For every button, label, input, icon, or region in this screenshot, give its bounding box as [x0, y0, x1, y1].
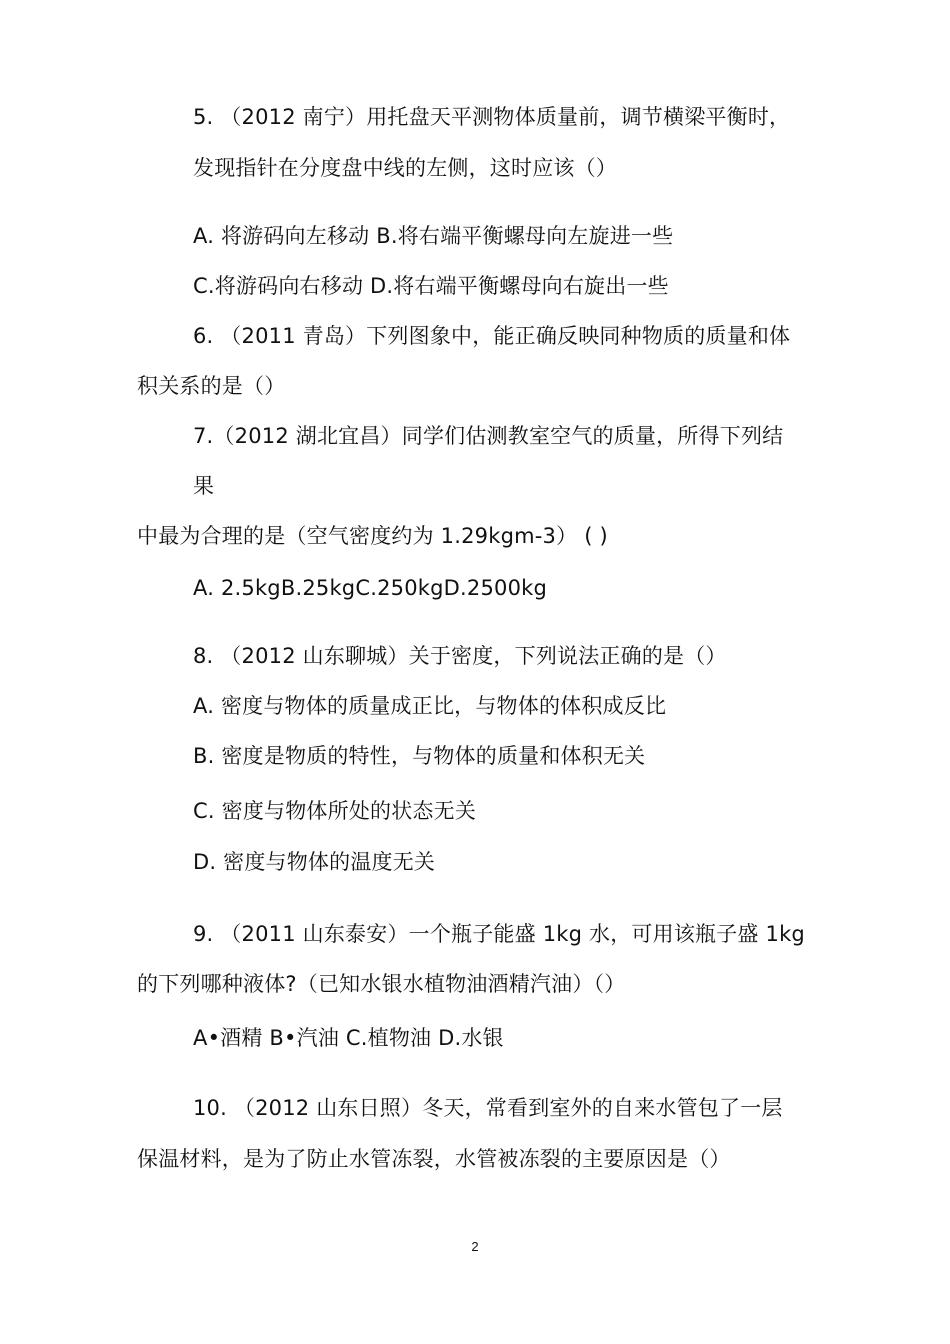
question-6-line-2: 积关系的是（）: [137, 374, 286, 398]
question-8-line-1: 8. （2012 山东聊城）关于密度，下列说法正确的是（）: [193, 644, 727, 668]
question-5-option-ab: A. 将游码向左移动 B.将右端平衡螺母向左旋进一些: [193, 224, 674, 248]
question-9-options: A•酒精 B•汽油 C.植物油 D.水银: [193, 1026, 504, 1050]
question-7-options: A. 2.5kgB.25kgC.250kgD.2500kg: [193, 576, 548, 600]
question-5-line-2: 发现指针在分度盘中线的左侧，这时应该（）: [193, 156, 617, 180]
question-9-line-2: 的下列哪种液体?（已知水银水植物油酒精汽油）（）: [137, 972, 626, 996]
question-6-line-1: 6. （2011 青岛）下列图象中，能正确反映同种物质的质量和体: [193, 324, 791, 348]
question-8-option-d: D. 密度与物体的温度无关: [193, 850, 436, 874]
question-8-option-b: B. 密度是物质的特性，与物体的质量和体积无关: [193, 744, 646, 768]
page-number: 2: [471, 1239, 479, 1254]
question-5-option-cd: C.将游码向右移动 D.将右端平衡螺母向右旋出一些: [193, 274, 669, 298]
question-10-line-1: 10. （2012 山东日照）冬天，常看到室外的自来水管包了一层: [193, 1096, 783, 1120]
question-5-line-1: 5. （2012 南宁）用托盘天平测物体质量前，调节横梁平衡时，: [193, 105, 791, 129]
question-9-line-1: 9. （2011 山东泰安）一个瓶子能盛 1kg 水，可用该瓶子盛 1kg: [193, 922, 805, 946]
question-7-line-1: 7.（2012 湖北宜昌）同学们估测教室空气的质量，所得下列结: [193, 424, 784, 448]
question-7-line-2: 果: [193, 474, 215, 498]
question-8-option-a: A. 密度与物体的质量成正比，与物体的体积成反比: [193, 694, 667, 718]
question-8-option-c: C. 密度与物体所处的状态无关: [193, 799, 477, 823]
question-7-line-3: 中最为合理的是（空气密度约为 1.29kgm-3） ( ): [137, 524, 608, 548]
question-10-line-2: 保温材料，是为了防止水管冻裂，水管被冻裂的主要原因是（）: [137, 1147, 731, 1171]
